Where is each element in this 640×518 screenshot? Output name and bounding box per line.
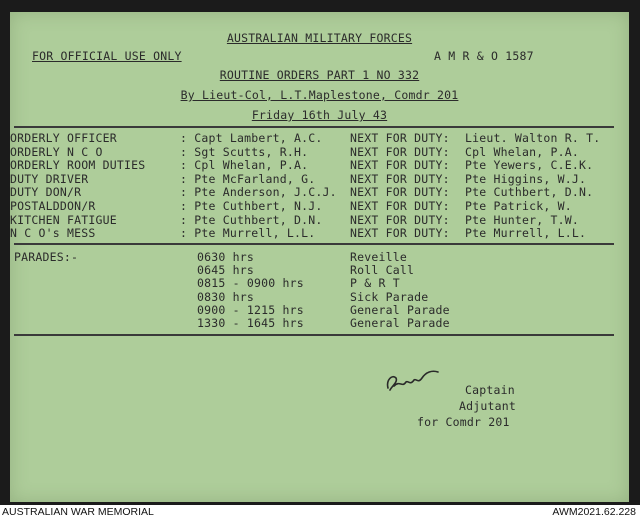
duty-row xyxy=(10,146,629,160)
next-duty-label: NEXT FOR DUTY: xyxy=(350,198,450,213)
duty-role: KITCHEN FATIGUE xyxy=(10,212,117,227)
parade-event: P & R T xyxy=(350,276,400,291)
duty-role: DUTY DRIVER xyxy=(10,171,89,186)
duty-role: ORDERLY OFFICER xyxy=(10,131,117,145)
next-duty-person: Cpl Whelan, P.A. xyxy=(465,144,579,159)
duty-person: : Pte Murrell, L.L. xyxy=(180,226,316,241)
next-duty-label: NEXT FOR DUTY: xyxy=(350,171,450,186)
parades-label: PARADES:- xyxy=(14,250,79,264)
handwritten-signature xyxy=(382,366,452,396)
next-duty-person: Pte Cuthbert, D.N. xyxy=(465,185,594,200)
next-duty-label: NEXT FOR DUTY: xyxy=(350,212,450,227)
org-heading: AUSTRALIAN MILITARY FORCES xyxy=(226,31,413,45)
parade-row xyxy=(10,264,629,277)
middle-divider xyxy=(14,243,614,245)
duty-role: ORDERLY ROOM DUTIES xyxy=(10,158,146,173)
classification: FOR OFFICIAL USE ONLY xyxy=(32,49,182,63)
next-duty-person: Pte Patrick, W. xyxy=(465,198,572,213)
duty-row xyxy=(10,186,629,200)
parade-event: Reveille xyxy=(350,250,407,264)
parade-event: General Parade xyxy=(350,302,450,317)
parade-time: 1330 - 1645 hrs xyxy=(197,315,304,330)
parade-time: 0630 hrs xyxy=(197,250,254,264)
signatory-position: Adjutant xyxy=(459,399,516,413)
parade-event: Roll Call xyxy=(350,263,415,278)
document-page xyxy=(10,12,629,502)
duty-row xyxy=(10,227,629,241)
next-duty-label: NEXT FOR DUTY: xyxy=(350,226,450,241)
parade-time: 0900 - 1215 hrs xyxy=(197,302,304,317)
duty-person: : Pte Cuthbert, N.J. xyxy=(180,198,323,213)
duty-row xyxy=(10,173,629,187)
archive-source: AUSTRALIAN WAR MEMORIAL xyxy=(2,506,154,518)
duty-person: : Cpl Whelan, P.A. xyxy=(180,158,309,173)
duty-person: : Pte Anderson, J.C.J. xyxy=(180,185,337,200)
signatory-rank: Captain xyxy=(465,383,515,397)
parade-time: 0830 hrs xyxy=(197,289,254,304)
duty-person: : Capt Lambert, A.C. xyxy=(180,131,323,145)
duty-row xyxy=(10,132,629,146)
parade-row xyxy=(10,304,629,317)
duty-person: : Sgt Scutts, R.H. xyxy=(180,144,309,159)
parade-event: General Parade xyxy=(350,315,450,330)
next-duty-label: NEXT FOR DUTY: xyxy=(350,131,450,145)
reference-number: A M R & O 1587 xyxy=(434,49,534,63)
archive-id: AWM2021.62.228 xyxy=(552,506,636,518)
parade-time: 0815 - 0900 hrs xyxy=(197,276,304,291)
duty-row xyxy=(10,200,629,214)
parades-list xyxy=(10,251,629,330)
parade-time: 0645 hrs xyxy=(197,263,254,278)
duty-role: ORDERLY N C O xyxy=(10,144,103,159)
parade-row xyxy=(10,291,629,304)
parade-row xyxy=(10,277,629,290)
duty-row xyxy=(10,159,629,173)
next-duty-label: NEXT FOR DUTY: xyxy=(350,185,450,200)
top-divider xyxy=(14,126,614,128)
duty-person: : Pte Cuthbert, D.N. xyxy=(180,212,323,227)
duty-person: : Pte McFarland, G. xyxy=(180,171,316,186)
parade-event: Sick Parade xyxy=(350,289,429,304)
bottom-divider xyxy=(14,334,614,336)
next-duty-person: Pte Yewers, C.E.K. xyxy=(465,158,594,173)
duty-row xyxy=(10,214,629,228)
authority-line: By Lieut-Col, L.T.Maplestone, Comdr 201 xyxy=(180,88,459,102)
next-duty-person: Pte Higgins, W.J. xyxy=(465,171,587,186)
next-duty-person: Lieut. Walton R. T. xyxy=(465,131,601,145)
next-duty-label: NEXT FOR DUTY: xyxy=(350,144,450,159)
duties-list xyxy=(10,132,629,241)
signatory-for: for Comdr 201 xyxy=(417,415,510,429)
order-date: Friday 16th July 43 xyxy=(251,108,388,122)
duty-role: DUTY DON/R xyxy=(10,185,82,200)
next-duty-person: Pte Hunter, T.W. xyxy=(465,212,579,227)
next-duty-person: Pte Murrell, L.L. xyxy=(465,226,587,241)
parade-row xyxy=(10,251,629,264)
next-duty-label: NEXT FOR DUTY: xyxy=(350,158,450,173)
duty-role: POSTALDDON/R xyxy=(10,198,96,213)
duty-role: N C O's MESS xyxy=(10,226,96,241)
parade-row xyxy=(10,317,629,330)
document-title: ROUTINE ORDERS PART 1 NO 332 xyxy=(219,68,420,82)
